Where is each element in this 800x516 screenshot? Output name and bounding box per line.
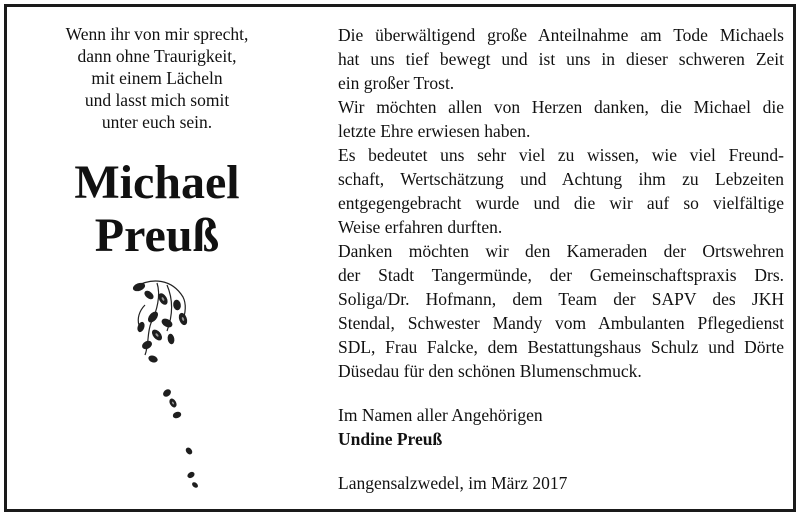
- deceased-last-name: Preuß: [94, 209, 220, 262]
- place-date: Langensalzwedel, im März 2017: [338, 473, 568, 493]
- signature-block: [338, 403, 784, 451]
- right-column: [338, 23, 784, 495]
- message-line: entgegengebracht wurde und die wir auf so vielfältige: [338, 193, 784, 213]
- poem-line: unter euch sein.: [101, 112, 213, 132]
- deceased-name: [7, 156, 307, 262]
- poem-line: mit einem Lächeln: [91, 68, 223, 88]
- message-line: letzte Ehre erwiesen haben.: [338, 121, 531, 141]
- message-line: Stendal, Schwester Mandy vom Ambulanten Pflegedienst: [338, 313, 784, 333]
- signature-intro: Im Namen aller Angehörigen: [338, 405, 543, 425]
- signature-name: Undine Preuß: [338, 429, 443, 449]
- thanks-message: [338, 23, 784, 383]
- deceased-first-name: Michael: [74, 156, 240, 209]
- poem: [7, 23, 307, 133]
- message-line: der Stadt Tangermünde, der Gemeinschaftspraxis Drs.: [338, 265, 784, 285]
- obituary-frame: [4, 4, 796, 512]
- message-line: schaft, Wertschätzung und Achtung ihm zu Lebzeiten: [338, 169, 784, 189]
- message-line: hat uns tief bewegt und ist uns in dieser schweren Zeit: [338, 49, 784, 69]
- left-column: [7, 23, 307, 262]
- message-line: Wir möchten allen von Herzen danken, die Michael die: [338, 97, 784, 117]
- message-line: SDL, Frau Falcke, dem Bestattungshaus Schulz und Dörte: [338, 337, 784, 357]
- poem-line: und lasst mich somit: [84, 90, 230, 110]
- message-line: Weise erfahren durften.: [338, 217, 503, 237]
- message-line: Die überwältigend große Anteilnahme am Tode Michaels: [338, 25, 784, 45]
- message-line: ein großer Trost.: [338, 73, 455, 93]
- message-line: Soliga/Dr. Hofmann, dem Team der SAPV des JKH: [338, 289, 784, 309]
- message-line: Es bedeutet uns sehr viel zu wissen, wie viel Freund-: [338, 145, 784, 165]
- falling-leaves-twig-icon: [127, 275, 227, 495]
- message-line: Düsedau für den schönen Blumenschmuck.: [338, 361, 642, 381]
- poem-line: dann ohne Traurigkeit,: [77, 46, 237, 66]
- message-line: Danken möchten wir den Kameraden der Ortswehren: [338, 241, 784, 261]
- poem-line: Wenn ihr von mir sprecht,: [65, 24, 249, 44]
